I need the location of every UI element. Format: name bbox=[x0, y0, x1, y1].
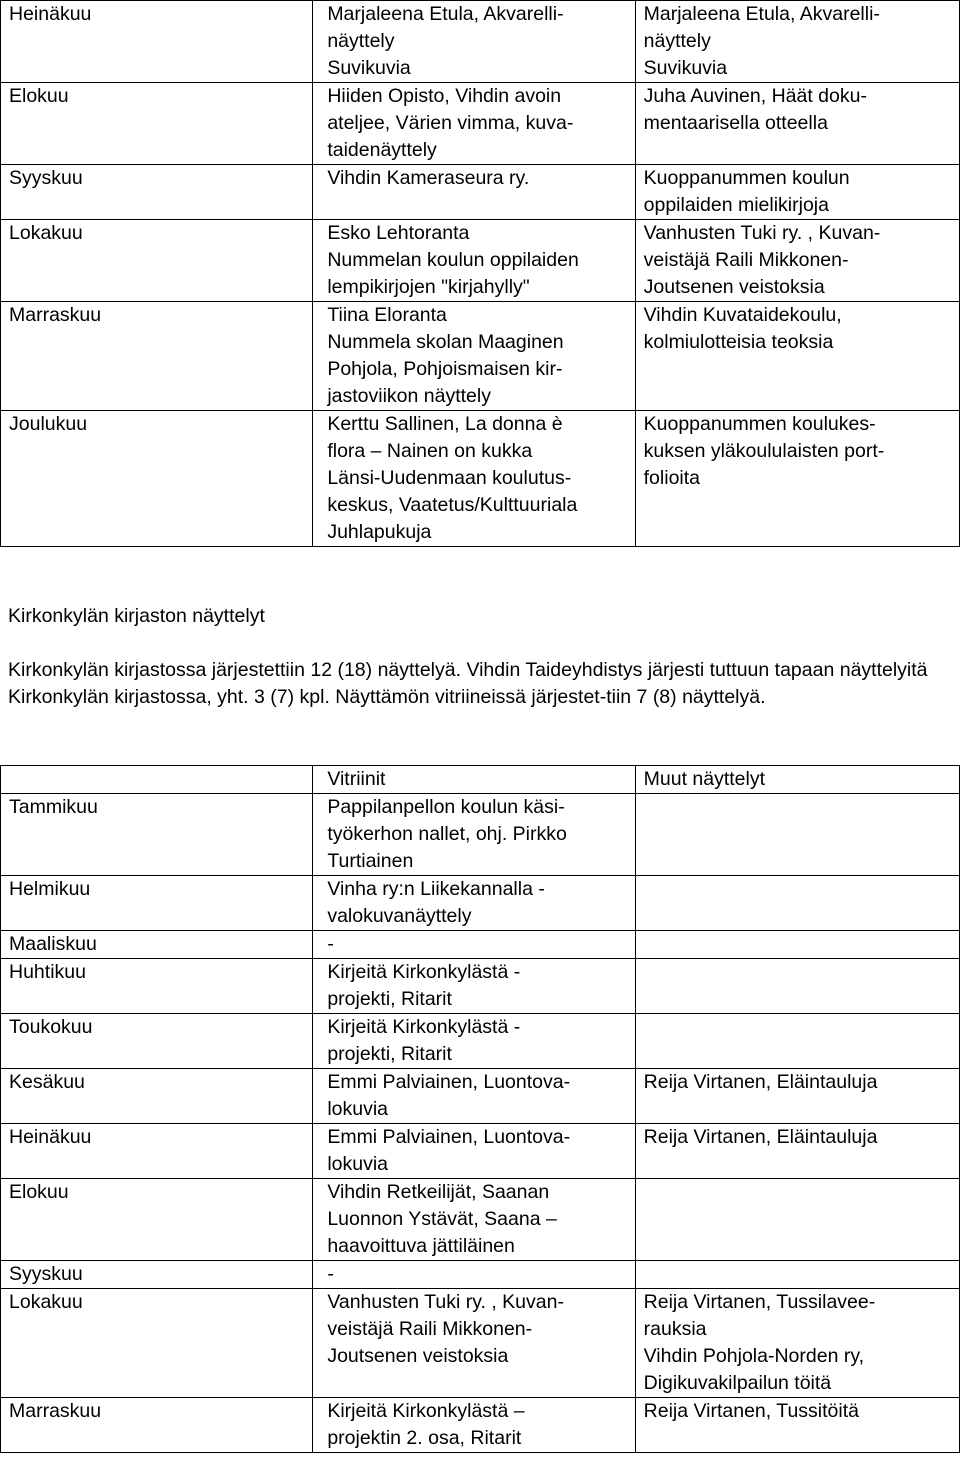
table-row bbox=[1, 931, 960, 959]
intro-paragraph: Kirkonkylän kirjastossa järjestettiin 12 (18) näyttelyä. Vihdin Taideyhdistys järjesti tuttuun tapaan näyttelyitä Kirkonkylän kirjastossa, yht. 3 (7) kpl. Näyttämön vitriineissä järjestet-tiin 7 (8) näyttelyä. bbox=[8, 659, 928, 708]
exhibition-cell: Tiina Eloranta Nummela skolan Maaginen Pohjola, Pohjoismaisen kir- jastoviikon näyttely bbox=[313, 302, 635, 411]
month-cell: Toukokuu bbox=[1, 1014, 313, 1069]
exhibition-cell: Kirjeitä Kirkonkylästä – projektin 2. osa, Ritarit bbox=[313, 1398, 635, 1453]
exhibition-cell: Kerttu Sallinen, La donna è flora – Nainen on kukka Länsi-Uudenmaan koulutus- keskus, Vaatetus/Kulttuuriala Juhlapukuja bbox=[313, 411, 635, 547]
exhibition-cell: Kuoppanummen koulukes- kuksen yläkoululaisten port- folioita bbox=[635, 411, 959, 547]
table-row bbox=[1, 876, 960, 931]
exhibition-cell: Marjaleena Etula, Akvarelli- näyttely Suvikuvia bbox=[313, 1, 635, 83]
month-cell: Elokuu bbox=[1, 83, 313, 165]
exhibition-cell: Vihdin Retkeilijät, Saanan Luonnon Ystävät, Saana – haavoittuva jättiläinen bbox=[313, 1179, 635, 1261]
exhibition-cell: Reija Virtanen, Tussilavee- rauksia Vihdin Pohjola-Norden ry, Digikuvakilpailun töitä bbox=[635, 1289, 959, 1398]
exhibition-cell: Vinha ry:n Liikekannalla - valokuvanäyttely bbox=[313, 876, 635, 931]
table-row bbox=[1, 1124, 960, 1179]
exhibition-table-2 bbox=[0, 765, 960, 1453]
exhibition-cell: Reija Virtanen, Tussitöitä bbox=[635, 1398, 959, 1453]
table-header-row bbox=[1, 766, 960, 794]
exhibition-cell bbox=[635, 876, 959, 931]
exhibition-cell: Vihdin Kuvataidekoulu, kolmiulotteisia teoksia bbox=[635, 302, 959, 411]
exhibition-cell: Marjaleena Etula, Akvarelli- näyttely Suvikuvia bbox=[635, 1, 959, 83]
month-cell: Syyskuu bbox=[1, 165, 313, 220]
table-row bbox=[1, 411, 960, 547]
section-title: Kirkonkylän kirjaston näyttelyt bbox=[8, 605, 265, 627]
exhibition-cell: Reija Virtanen, Eläintauluja bbox=[635, 1069, 959, 1124]
exhibition-cell bbox=[635, 959, 959, 1014]
table-row bbox=[1, 220, 960, 302]
exhibition-cell: Kuoppanummen koulun oppilaiden mielikirjoja bbox=[635, 165, 959, 220]
header-other-exhibitions: Muut näyttelyt bbox=[635, 766, 959, 794]
header-vitrines: Vitriinit bbox=[313, 766, 635, 794]
month-cell: Maaliskuu bbox=[1, 931, 313, 959]
month-cell: Syyskuu bbox=[1, 1261, 313, 1289]
exhibition-cell: Vanhusten Tuki ry. , Kuvan- veistäjä Raili Mikkonen- Joutsenen veistoksia bbox=[313, 1289, 635, 1398]
exhibition-cell bbox=[635, 1179, 959, 1261]
exhibition-cell: - bbox=[313, 1261, 635, 1289]
table-row bbox=[1, 1179, 960, 1261]
exhibition-cell: Emmi Palviainen, Luontova- lokuvia bbox=[313, 1124, 635, 1179]
month-cell: Huhtikuu bbox=[1, 959, 313, 1014]
month-cell: Elokuu bbox=[1, 1179, 313, 1261]
table-row bbox=[1, 1014, 960, 1069]
exhibition-cell: - bbox=[313, 931, 635, 959]
exhibition-cell bbox=[635, 794, 959, 876]
month-cell: Joulukuu bbox=[1, 411, 313, 547]
table-row bbox=[1, 1069, 960, 1124]
month-cell: Tammikuu bbox=[1, 794, 313, 876]
exhibition-cell: Esko Lehtoranta Nummelan koulun oppilaiden lempikirjojen "kirjahylly" bbox=[313, 220, 635, 302]
exhibition-cell: Kirjeitä Kirkonkylästä - projekti, Ritarit bbox=[313, 959, 635, 1014]
month-cell: Lokakuu bbox=[1, 220, 313, 302]
exhibition-cell bbox=[635, 1261, 959, 1289]
table-row bbox=[1, 794, 960, 876]
table-row bbox=[1, 302, 960, 411]
month-cell: Lokakuu bbox=[1, 1289, 313, 1398]
month-cell: Heinäkuu bbox=[1, 1, 313, 83]
table-row bbox=[1, 1, 960, 83]
month-cell: Marraskuu bbox=[1, 302, 313, 411]
table-row bbox=[1, 165, 960, 220]
exhibition-cell: Vanhusten Tuki ry. , Kuvan- veistäjä Raili Mikkonen- Joutsenen veistoksia bbox=[635, 220, 959, 302]
table-row bbox=[1, 1261, 960, 1289]
month-cell: Kesäkuu bbox=[1, 1069, 313, 1124]
table-row bbox=[1, 1398, 960, 1453]
exhibition-table-1 bbox=[0, 0, 960, 547]
table-row bbox=[1, 959, 960, 1014]
exhibition-cell bbox=[635, 1014, 959, 1069]
exhibition-cell: Vihdin Kameraseura ry. bbox=[313, 165, 635, 220]
month-cell: Heinäkuu bbox=[1, 1124, 313, 1179]
exhibition-cell bbox=[635, 931, 959, 959]
exhibition-cell: Reija Virtanen, Eläintauluja bbox=[635, 1124, 959, 1179]
exhibition-cell: Pappilanpellon koulun käsi- työkerhon nallet, ohj. Pirkko Turtiainen bbox=[313, 794, 635, 876]
exhibition-cell: Kirjeitä Kirkonkylästä - projekti, Ritarit bbox=[313, 1014, 635, 1069]
month-cell: Marraskuu bbox=[1, 1398, 313, 1453]
exhibition-cell: Juha Auvinen, Häät doku- mentaarisella otteella bbox=[635, 83, 959, 165]
table-row bbox=[1, 1289, 960, 1398]
month-cell: Helmikuu bbox=[1, 876, 313, 931]
table-row bbox=[1, 83, 960, 165]
exhibition-cell: Emmi Palviainen, Luontova- lokuvia bbox=[313, 1069, 635, 1124]
header-month bbox=[1, 766, 313, 794]
exhibition-cell: Hiiden Opisto, Vihdin avoin ateljee, Värien vimma, kuva- taidenäyttely bbox=[313, 83, 635, 165]
